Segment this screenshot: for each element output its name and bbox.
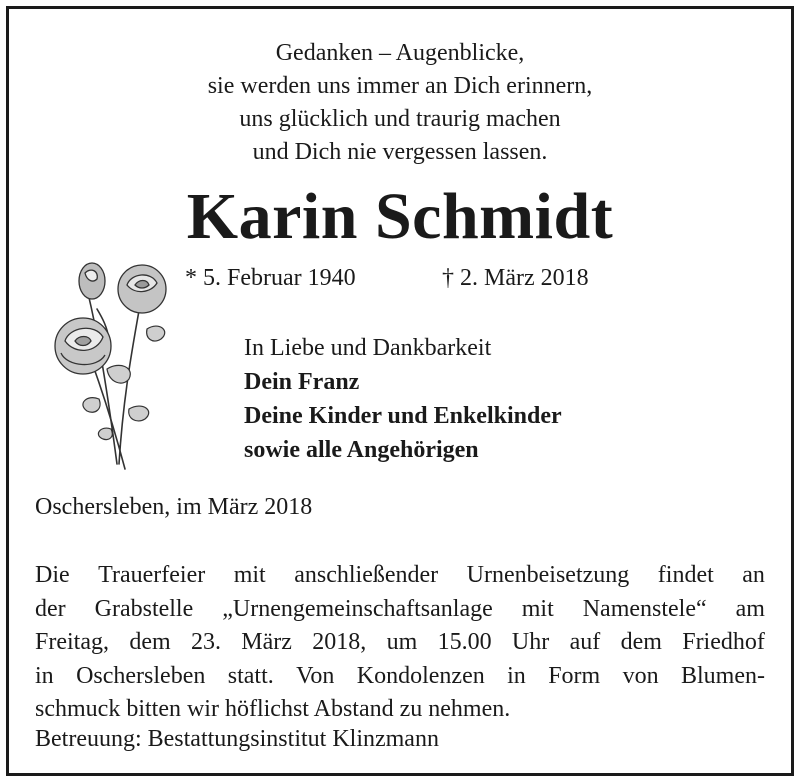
word: Trauerfeier <box>98 562 206 588</box>
word: Form <box>548 662 601 689</box>
word: dem <box>129 629 171 655</box>
word: Kondolenzen <box>356 662 485 689</box>
word: Grabstelle <box>94 595 194 622</box>
word: der <box>35 595 66 622</box>
word: Freitag, <box>35 629 109 655</box>
poem-line: sie werden uns immer an Dich erinnern, <box>207 73 593 99</box>
word: März <box>241 629 292 655</box>
word: Namenstele“ <box>582 595 707 622</box>
service-line <box>35 593 765 627</box>
poem-line: uns glücklich und traurig machen <box>239 106 561 132</box>
word: am <box>735 595 765 622</box>
funeral-home-credit: Betreuung: Bestattungsinstitut Klinzmann <box>35 726 439 752</box>
word: Oschersleben <box>76 662 206 689</box>
service-line: schmuck bitten wir höflichst Abstand zu nehmen. <box>35 696 511 722</box>
word: in <box>507 662 526 689</box>
signer-line: sowie alle Angehörigen <box>244 437 479 463</box>
word: mit <box>233 562 266 588</box>
birth-date: * 5. Februar 1940 <box>185 265 356 291</box>
word: von <box>622 662 659 689</box>
word: dem <box>620 629 662 655</box>
word: Die <box>35 562 70 588</box>
word: „Urnengemeinschaftsanlage <box>222 595 493 622</box>
word: anschließender <box>294 562 439 588</box>
signer-line: Dein Franz <box>244 369 360 395</box>
service-line <box>35 626 765 660</box>
word: an <box>742 562 765 588</box>
poem-line: und Dich nie vergessen lassen. <box>252 139 548 165</box>
word: 15.00 <box>437 629 492 655</box>
signers-block <box>244 331 562 467</box>
word: Blumen- <box>680 662 765 689</box>
word: Urnenbeisetzung <box>466 562 630 588</box>
word: mit <box>521 595 554 622</box>
service-line <box>35 559 765 593</box>
signer-line: Deine Kinder und Enkelkinder <box>244 403 562 429</box>
word: statt. <box>227 662 274 689</box>
place-date: Oschersleben, im März 2018 <box>35 494 313 520</box>
word: 2018, <box>312 629 367 655</box>
word: in <box>35 662 54 689</box>
word: auf <box>569 629 601 655</box>
word: findet <box>657 562 714 588</box>
service-notice <box>35 559 765 727</box>
obituary-frame <box>6 6 794 776</box>
service-line <box>35 660 765 694</box>
signers-intro: In Liebe und Dankbarkeit <box>244 335 492 361</box>
word: um <box>386 629 418 655</box>
roses-icon <box>47 249 187 474</box>
poem <box>9 37 791 169</box>
death-date: † 2. März 2018 <box>442 265 589 291</box>
word: Von <box>296 662 335 689</box>
poem-line: Gedanken – Augenblicke, <box>275 40 525 66</box>
word: 23. <box>190 629 221 655</box>
word: Uhr <box>511 629 550 655</box>
deceased-name: Karin Schmidt <box>186 180 614 253</box>
word: Friedhof <box>682 629 765 655</box>
